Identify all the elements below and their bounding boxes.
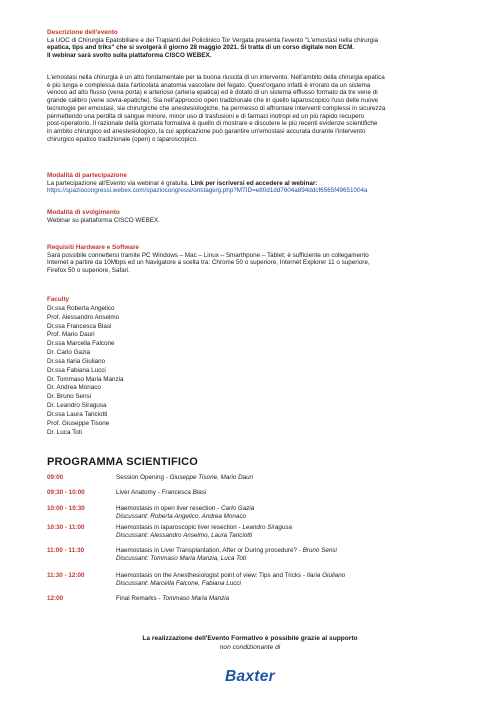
program-speaker: Giuseppe Tisone, Mario Dauri xyxy=(169,474,254,481)
program-title: Haemostasis in Liver Transplantation, After or During procedure? - xyxy=(116,547,303,554)
webinar-registration-link[interactable]: https://spaziocongressi.webex.com/spaziocongressi/onstage/g.php?MTID=e80d1dd7604a894ddcf6565f49651004a xyxy=(47,187,368,195)
faculty-name: Dr. Andrea Monaco xyxy=(47,384,101,392)
footer-support-line: La realizzazione dell'Evento Formativo è possibile grazie al supporto xyxy=(142,635,358,642)
faculty-heading: Faculty xyxy=(47,296,70,303)
descrizione-p2-line: permettendo una perdita di sangue minore, minor uso di trasfusioni e di farmaci inotropi ed un più rapido recupero xyxy=(47,112,365,120)
faculty-name: Dr. Leandro Siragusa xyxy=(47,402,107,410)
faculty-name: Prof. Mario Dauri xyxy=(47,331,95,339)
descrizione-p2-line: L'emostasi nella chirurgia è un atto fondamentale per la buona riuscita di un intervento. Nell'ambito della chirurgia epatica xyxy=(47,74,385,81)
section-partecipazione xyxy=(47,172,467,195)
program-discussant: Discussant: Alessandro Anselmo, Laura Tariciotti xyxy=(116,531,253,539)
descrizione-p2-line: in ambito chirurgico ed anestesiologico, la cui applicazione può garantire un'emostasi accurata durante l'intervento xyxy=(47,127,366,135)
descrizione-p2-line: tecnologie per emostasi, sia chirurgiche che anestesiologiche, ha permesso di affrontare interventi complessi in sicurezza xyxy=(47,104,386,112)
program-time: 10:00 - 10:30 xyxy=(47,505,85,512)
faculty-name: Dr.ssa Fabiana Lucci xyxy=(47,366,106,374)
program-time: 10:30 - 11:00 xyxy=(47,524,85,531)
partecipazione-text xyxy=(47,180,467,188)
program-title: Liver Anatomy - xyxy=(116,489,162,496)
partecipazione-free-text: La partecipazione all'Evento via webinar è gratuita. xyxy=(47,179,189,187)
faculty-name: Dr. Carlo Gazia xyxy=(47,349,91,357)
program-speaker: Ilaria Giuliano xyxy=(306,572,346,579)
program-description xyxy=(116,572,476,587)
program-title: Haemostasis in open liver resection - xyxy=(116,505,221,512)
requisiti-line: Internet a partire da 10Mbps ed un Navigatore a scelta tra: Chrome 50 o superiore, Internet Explorer 11 o superiore, xyxy=(47,259,370,267)
descrizione-heading: Descrizione dell'evento xyxy=(47,29,118,36)
program-discussant: Discussant: Marcella Falcone, Fabiana Lucci xyxy=(116,579,241,587)
program-time: 11:00 - 11:30 xyxy=(47,547,85,554)
partecipazione-heading: Modalità di partecipazione xyxy=(47,172,127,179)
footer-support-line-2: non condizionante di xyxy=(219,644,281,651)
program-title: Haemostasis on the Anesthesiologist point of view: Tips and Tricks - xyxy=(116,572,307,579)
program-speaker: Francesca Blasi xyxy=(161,489,207,496)
faculty-name: Dr. Luca Toti xyxy=(47,428,82,436)
faculty-name: Dr.ssa Laura Tariciotti xyxy=(47,410,108,418)
program-title: Haemostasis in laparoscopic liver resection - xyxy=(116,524,243,531)
baxter-logo: Baxter xyxy=(224,668,276,685)
faculty-name: Prof. Alessandro Anselmo xyxy=(47,313,120,321)
program-speaker: Tommaso Maria Manzia xyxy=(162,595,230,602)
faculty-name: Dr. Bruno Sensi xyxy=(47,393,92,401)
section-faculty xyxy=(47,296,467,438)
requisiti-heading: Requisiti Hardware e Software xyxy=(47,244,139,251)
program-discussant: Discussant: Tommaso Maria Manzia, Luca Toti xyxy=(116,554,247,562)
program-description xyxy=(116,474,476,482)
program-description xyxy=(116,595,476,603)
faculty-name: Dr. Tommaso Maria Manzia xyxy=(47,375,124,383)
program-description xyxy=(116,524,476,539)
programma-title: PROGRAMMA SCIENTIFICO xyxy=(47,456,199,468)
program-time: 11:30 - 12:00 xyxy=(47,572,85,579)
faculty-name: Dr.ssa Francesca Blasi xyxy=(47,322,112,330)
program-speaker: Leandro Siragusa xyxy=(242,524,293,531)
program-description xyxy=(116,547,476,562)
svolgimento-text: Webinar su piattaforma CISCO WEBEX. xyxy=(47,216,160,224)
section-svolgimento xyxy=(47,209,467,224)
descrizione-p1-line-1: La UOC di Chirurgia Epatobiliare e dei Trapianti del Policlinico Tor Vergata presenta l'evento "L'emostasi nella chirurgia xyxy=(47,36,379,44)
faculty-name: Dr.ssa Roberta Angelico xyxy=(47,304,115,312)
descrizione-p2-line: chirurgico epatico tradizionale (open) o laparoscopico. xyxy=(47,135,198,143)
section-descrizione xyxy=(47,29,467,60)
descrizione-p1-line-2 xyxy=(47,44,467,52)
requisiti-line: Sarà possibile connettersi tramite PC Windows – Mac – Linux – Smarthpone – Tablet; è sufficiente un collegamento xyxy=(47,251,369,259)
svolgimento-heading: Modalità di svolgimento xyxy=(47,209,120,216)
program-description xyxy=(116,489,476,497)
descrizione-p2-line: grande calibro (vene sovra-epatiche). Sia nell'approccio open tradizionale che in quello laparoscopico l'uso delle nuove xyxy=(47,97,379,105)
requisiti-line: Firefox 50 o superiore, Safari. xyxy=(47,267,130,275)
program-title: Session Opening - xyxy=(116,474,170,481)
program-time: 09:30 - 10:00 xyxy=(47,489,85,496)
descrizione-p2-line: venoso ad alto flusso (vena porta) e arterioso (arteria epatica) ed è dotato di un sistema efflusso formato da tre vene di xyxy=(47,89,378,97)
program-speaker: Bruno Sensi xyxy=(302,547,337,554)
descrizione-paragraph-2 xyxy=(47,74,467,143)
faculty-name: Dr.ssa Marcella Falcone xyxy=(47,340,115,348)
partecipazione-link-label: Link per iscriversi ed accedere al webinar: xyxy=(190,179,318,187)
faculty-name: Prof. Giuseppe Tisone xyxy=(47,419,110,427)
section-requisiti xyxy=(47,244,467,275)
descrizione-p2-line: è più lunga e complessa data l'articolata anatomia vascolare del fegato. Quest'organo infatti è irrorato da un sistema xyxy=(47,81,371,89)
program-discussant: Discussant: Roberta Angelico, Andrea Monaco xyxy=(116,512,247,520)
program-time: 09:00 xyxy=(47,474,64,481)
descrizione-p1-line-3: Il webinar sarà svolto sulla piattaforma CISCO WEBEX. xyxy=(47,52,212,60)
program-title: Final Remarks - xyxy=(116,595,163,602)
faculty-name: Dr.ssa Ilaria Giuliano xyxy=(47,357,106,365)
program-time: 12:00 xyxy=(47,595,64,602)
descrizione-p2-line: post-operatorio. Il razionale della giornata formativa è quello di mostrare e discutere le più recenti evidenze scientifiche xyxy=(47,120,378,128)
program-description xyxy=(116,505,476,520)
descrizione-p1-line-2-text: epatica, tips and triks" che si svolgerà il giorno 28 maggio 2021. Si tratta di un corso digitale non ECM. xyxy=(47,44,355,52)
program-speaker: Carlo Gazia xyxy=(221,505,255,512)
